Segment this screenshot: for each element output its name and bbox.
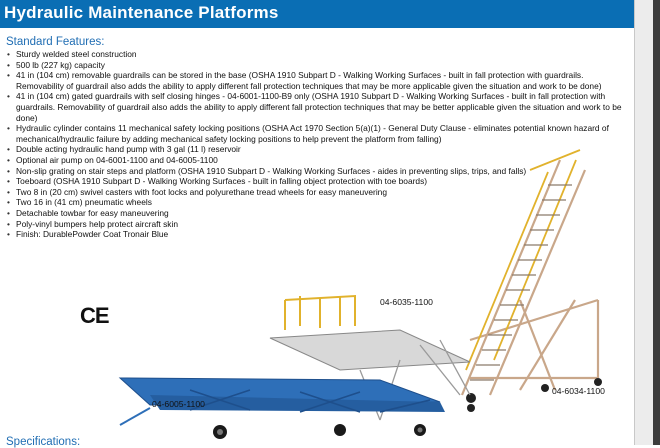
product-label: 04-6035-1100 — [380, 297, 433, 307]
specifications-heading: Specifications: — [6, 436, 81, 448]
feature-item: • Double acting hydraulic hand pump with 3 gal (11 l) reservoir — [6, 144, 626, 155]
page-title: Hydraulic Maintenance Platforms — [4, 3, 279, 22]
feature-item: • 500 lb (227 kg) capacity — [6, 60, 626, 71]
stair-platform-illustration — [462, 150, 602, 403]
feature-item: • Sturdy welded steel construction — [6, 49, 626, 60]
feature-item: • 41 in (104 cm) gated guardrails with self closing hinges - 04-6001-1100-B9 only (OSHA 1910 Subpart D - Walking Working Surfaces - built in fall protection with guardrails. Removability of guardrail also adds the ability to apply different fall protection techniques that may be better applicable given the situation and work to be done) — [6, 91, 626, 123]
feature-item: • Toeboard (OSHA 1910 Subpart D - Walking Working Surfaces - built in falling object protection with toe boards) — [6, 176, 626, 187]
page-edge — [634, 0, 660, 445]
feature-item: • Detachable towbar for easy maneuvering — [6, 208, 626, 219]
feature-item: • Hydraulic cylinder contains 11 mechanical safety locking positions (OSHA Act 1970 Section 5(a)(1) - General Duty Clause - eliminates potential known hazard of mechanical/hydraulic failure by adding mechanical safety locking positions to help prevent the platform from falling) — [6, 123, 626, 144]
scrollbar[interactable] — [653, 0, 660, 445]
feature-item: • Finish: DurablePowder Coat Tronair Blue — [6, 229, 626, 240]
product-label: 04-6005-1100 — [152, 399, 205, 409]
ce-mark: CE — [80, 303, 109, 328]
feature-item: • Poly-vinyl bumpers help protect aircraft skin — [6, 219, 626, 230]
feature-item: • Two 8 in (20 cm) swivel casters with foot locks and polyurethane tread wheels for easy maneuvering — [6, 187, 626, 198]
standard-features-heading: Standard Features: — [6, 36, 105, 48]
feature-item: • Two 16 in (41 cm) pneumatic wheels — [6, 197, 626, 208]
product-label: 04-6034-1100 — [552, 386, 605, 396]
feature-item: • 41 in (104 cm) removable guardrails can be stored in the base (OSHA 1910 Subpart D - Walking Working Surfaces - built in fall protection with guardrails. Removability of guardrail also adds the ability to apply different fall protection techniques that may be more applicable given the situation and work to be done) — [6, 70, 626, 91]
feature-item: • Non-slip grating on stair steps and platform (OSHA 1910 Subpart D - Walking Working Surfaces - aides in preventing slips, trips, and falls) — [6, 166, 626, 177]
feature-item: • Optional air pump on 04-6001-1100 and 04-6005-1100 — [6, 155, 626, 166]
